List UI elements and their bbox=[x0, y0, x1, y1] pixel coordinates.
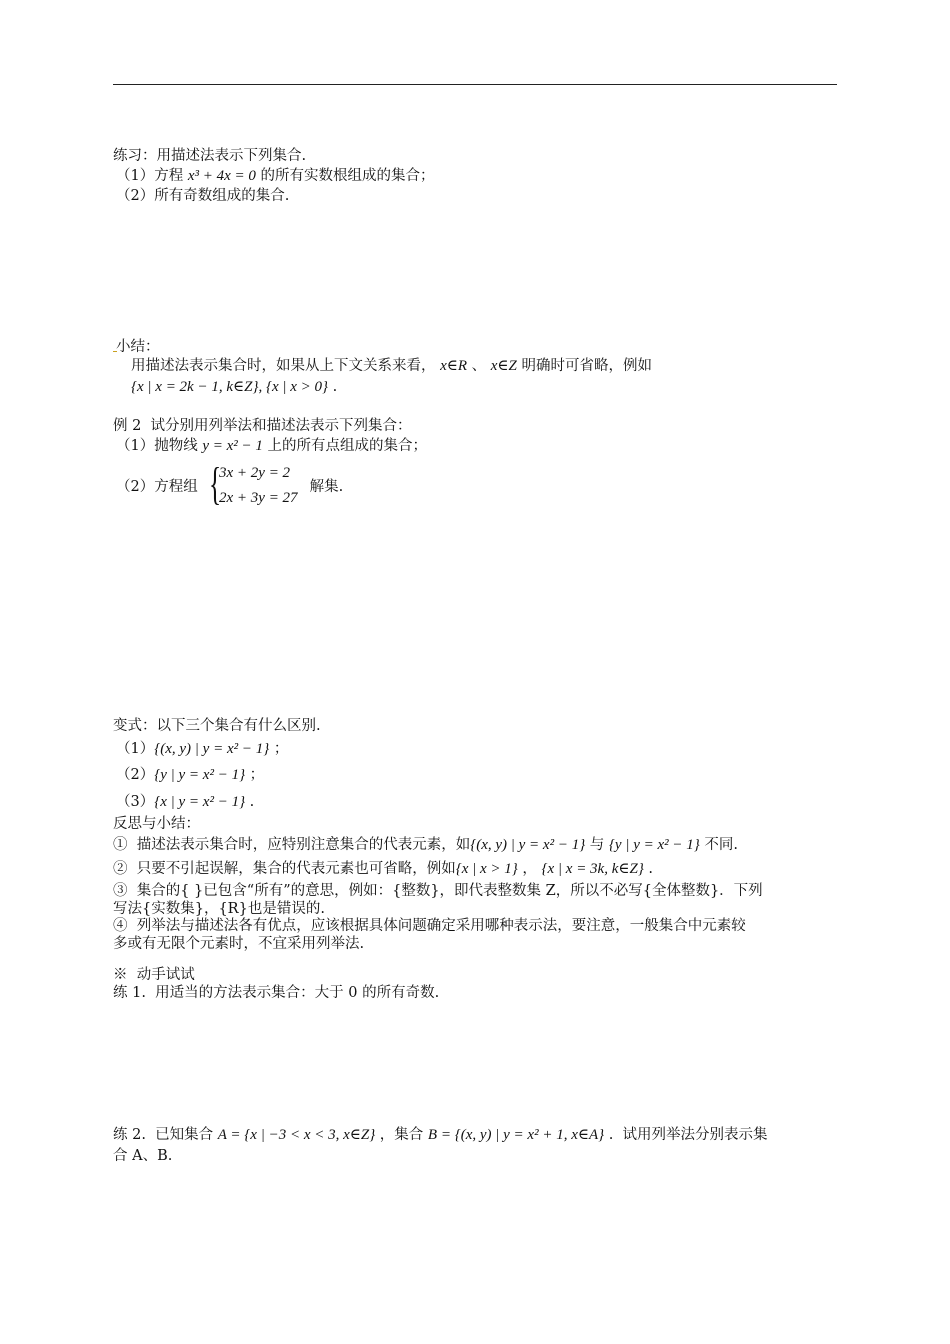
reflection-2-prefix: ② 只要不引起误解，集合的代表元素也可省略，例如 bbox=[113, 861, 456, 877]
variant-item-3-math: {x | y = x² − 1} bbox=[154, 794, 246, 810]
variant-item-3-prefix: （3） bbox=[116, 794, 155, 810]
exercise-item-1-math: x³ + 4x = 0 bbox=[187, 168, 256, 184]
exercise-item-1 bbox=[116, 166, 435, 186]
summary-line-2 bbox=[131, 377, 337, 397]
exercise-title: 练习：用描述法表示下列集合. bbox=[113, 148, 307, 164]
reflection-2-mid: ， bbox=[517, 861, 542, 877]
practice-2-suffix: . 试用列举法分别表示集 bbox=[604, 1127, 768, 1143]
variant-item-3-suffix: . bbox=[245, 794, 255, 810]
exercise-item-1-prefix: （1）方程 bbox=[116, 168, 188, 184]
example2-item-2-suffix: 解集. bbox=[305, 479, 344, 495]
equation-system-brace: { bbox=[209, 458, 222, 509]
equation-2: 2x + 3y = 27 bbox=[219, 490, 298, 506]
summary-line-1-prefix: 用描述法表示集合时，如果从上下文关系来看， bbox=[131, 358, 441, 374]
practice-exercise-2-line-1 bbox=[113, 1125, 768, 1145]
example2-item-2-prefix: （2）方程组 bbox=[116, 479, 198, 495]
equation-1: 3x + 2y = 2 bbox=[219, 465, 291, 481]
reflection-point-4-line-1: ④ 列举法与描述法各有优点，应该根据具体问题确定采用哪种表示法，要注意，一般集合中元素较 bbox=[113, 918, 746, 934]
practice-2-math-2: B = {(x, y) | y = x² + 1, x∈A} bbox=[427, 1127, 605, 1143]
reflection-1-suffix: 不同. bbox=[699, 837, 738, 853]
exercise-item-2: （2）所有奇数组成的集合. bbox=[116, 188, 290, 204]
reflection-point-3-line-2: 写法{实数集}，{R}也是错误的. bbox=[113, 901, 325, 917]
practice-heading: ※ 动手试试 bbox=[113, 967, 195, 983]
practice-2-prefix: 练 2. 已知集合 bbox=[113, 1127, 218, 1143]
example2-item-1-suffix: 上的所有点组成的集合； bbox=[262, 438, 428, 454]
reflection-2-suffix: . bbox=[643, 861, 654, 877]
summary-sep: 、 bbox=[467, 358, 491, 374]
practice-exercise-1: 练 1. 用适当的方法表示集合：大于 0 的所有奇数. bbox=[113, 985, 440, 1001]
header-rule bbox=[113, 84, 837, 85]
summary-line-1 bbox=[131, 356, 652, 376]
example2-item-1-prefix: （1）抛物线 bbox=[116, 438, 203, 454]
reflection-point-4-line-2: 多或有无限个元素时，不宜采用列举法. bbox=[113, 936, 365, 952]
reflection-1-prefix: ① 描述法表示集合时，应特别注意集合的代表元素，如 bbox=[113, 837, 471, 853]
variant-item-1 bbox=[116, 739, 288, 759]
exercise-item-1-suffix: 的所有实数根组成的集合； bbox=[255, 168, 435, 184]
example2-title: 例 2 试分别用列举法和描述法表示下列集合： bbox=[113, 418, 412, 434]
practice-2-math-1: A = {x | −3 < x < 3, x∈Z} bbox=[217, 1127, 376, 1143]
reflection-point-2 bbox=[113, 859, 653, 879]
summary-line-2-math: {x | x = 2k − 1, k∈Z}, {x | x > 0} bbox=[131, 379, 328, 395]
variant-title: 变式：以下三个集合有什么区别. bbox=[113, 718, 321, 734]
summary-title: 小结： bbox=[116, 339, 160, 355]
practice-exercise-2-line-2: 合 A、B. bbox=[113, 1148, 173, 1164]
variant-item-3 bbox=[116, 792, 254, 812]
summary-line-2-suffix: . bbox=[328, 379, 338, 395]
example2-item-1 bbox=[116, 436, 427, 456]
variant-item-2-suffix: ； bbox=[245, 767, 265, 783]
reflection-2-math-2: {x | x = 3k, k∈Z} bbox=[541, 861, 644, 877]
variant-item-2-prefix: （2） bbox=[116, 767, 155, 783]
summary-line-1-suffix: 明确时可省略，例如 bbox=[516, 358, 652, 374]
practice-2-mid: ，集合 bbox=[375, 1127, 428, 1143]
reflection-point-1 bbox=[113, 835, 738, 855]
variant-item-1-math: {(x, y) | y = x² − 1} bbox=[154, 741, 270, 757]
variant-item-1-suffix: ； bbox=[269, 741, 289, 757]
example2-item-1-math: y = x² − 1 bbox=[202, 438, 263, 454]
summary-math-2: x∈Z bbox=[490, 358, 517, 374]
variant-item-2 bbox=[116, 765, 264, 785]
variant-item-2-math: {y | y = x² − 1} bbox=[154, 767, 246, 783]
variant-item-1-prefix: （1） bbox=[116, 741, 155, 757]
reflection-2-math-1: {x | x > 1} bbox=[455, 861, 518, 877]
reflection-1-math-2: {y | y = x² − 1} bbox=[608, 837, 700, 853]
reflection-1-math-1: {(x, y) | y = x² − 1} bbox=[470, 837, 586, 853]
reflection-point-3-line-1: ③ 集合的{ }已包含“所有”的意思，例如：{整数}，即代表整数集 Z，所以不必写{全体整数}．下列 bbox=[113, 883, 763, 899]
summary-math-1: x∈R bbox=[440, 358, 468, 374]
reflection-1-mid: 与 bbox=[585, 837, 609, 853]
reflection-title: 反思与小结： bbox=[113, 816, 200, 832]
